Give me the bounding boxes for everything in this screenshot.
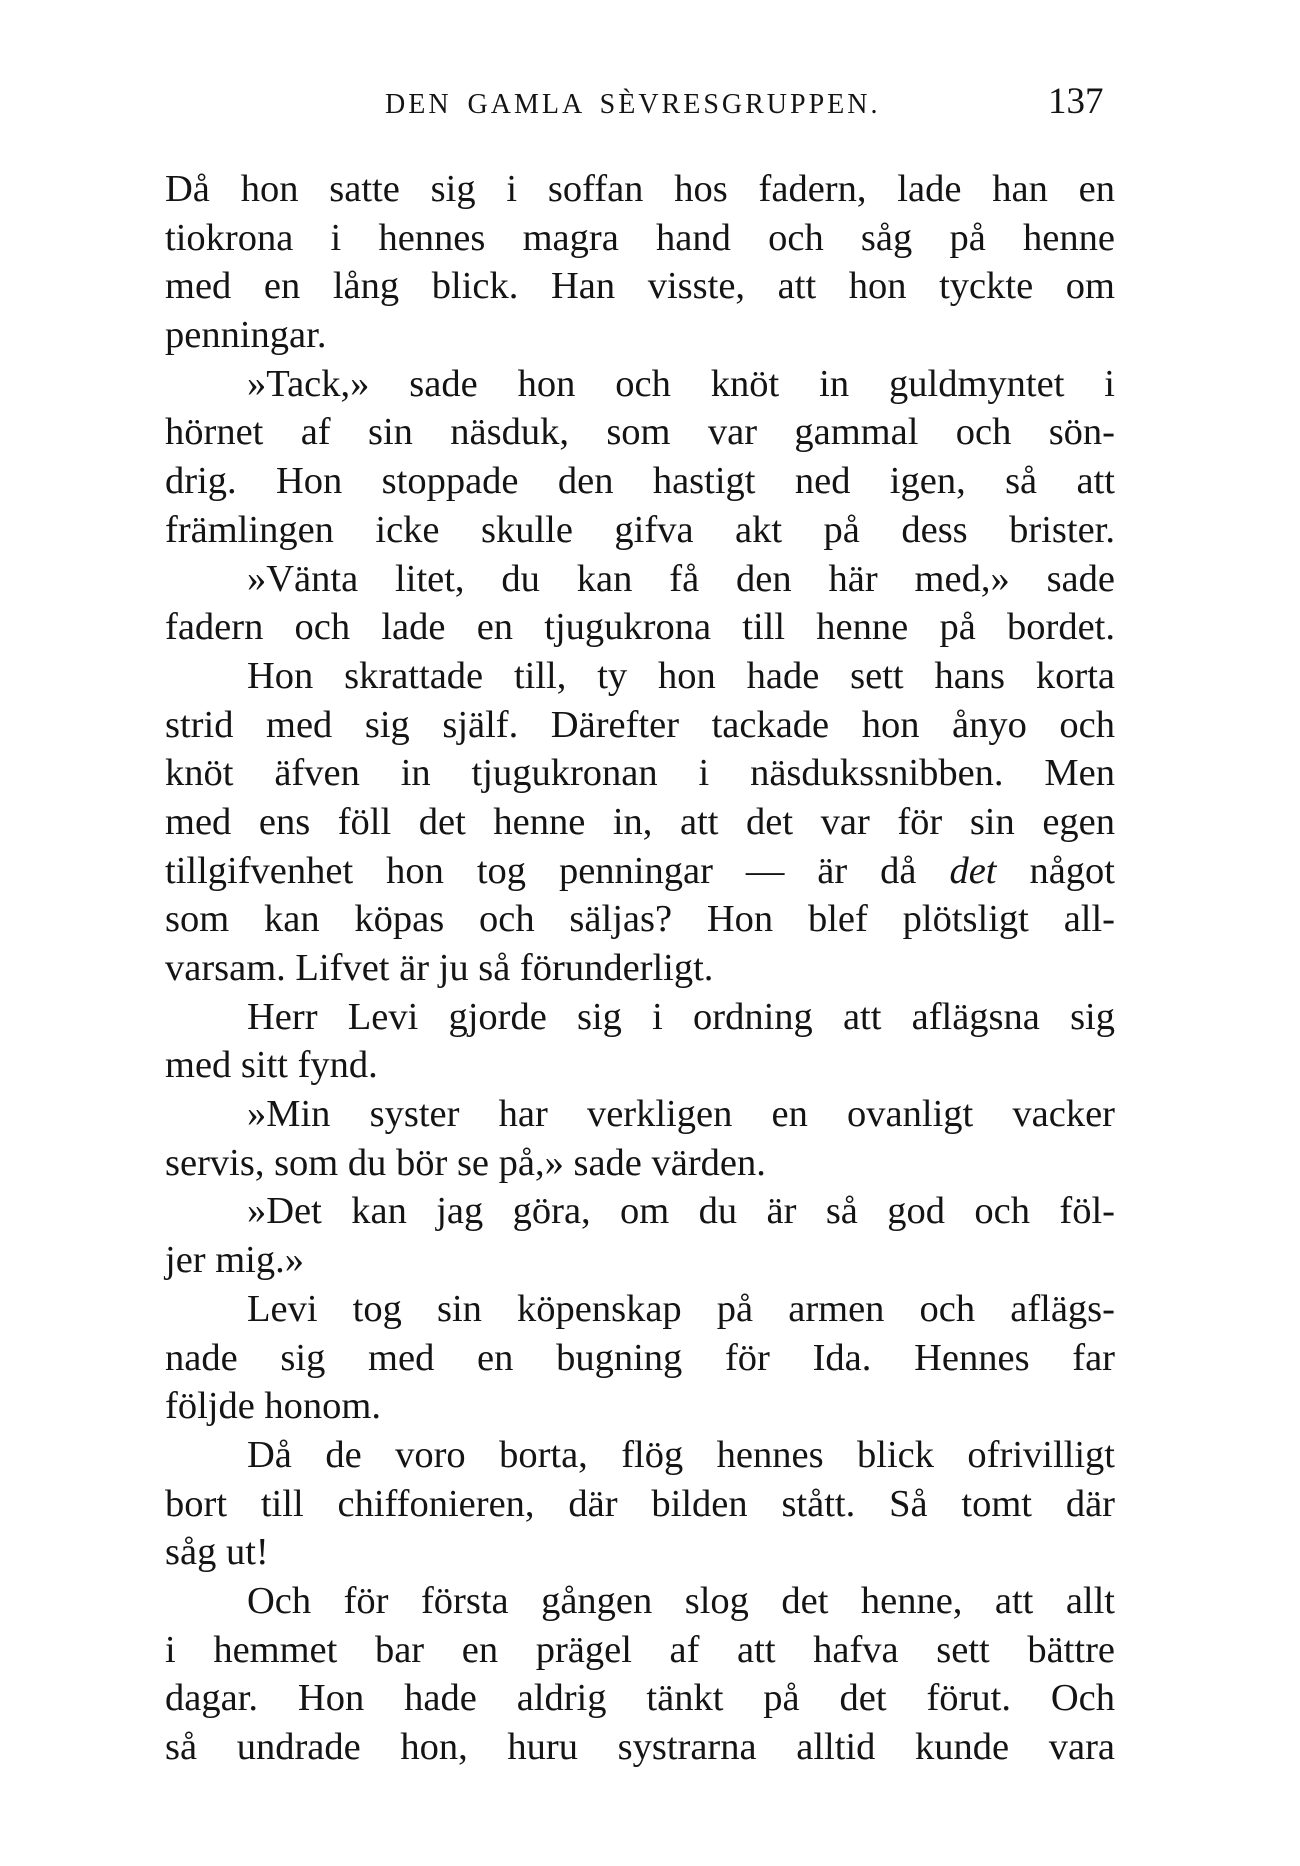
text-line: penningar. [165, 314, 327, 357]
text-line: Då de voro borta, flög hennes blick ofrivilligt [247, 1433, 1115, 1476]
text-line: Levi tog sin köpenskap på armen och aflägs- [247, 1287, 1115, 1330]
text-line: nade sig med en bugning för Ida. Hennes far [165, 1336, 1115, 1379]
italic-word: det [949, 849, 997, 892]
text-line: följde honom. [165, 1385, 381, 1428]
text-line: med ens föll det henne in, att det var för sin egen [165, 800, 1115, 843]
text-line: hörnet af sin näsduk, som var gammal och sön- [165, 411, 1115, 454]
text-line: varsam. Lifvet är ju så förunderligt. [165, 947, 714, 989]
text-line: med en lång blick. Han visste, att hon tyckte om [165, 265, 1115, 308]
text-line: bort till chiffonieren, där bilden stått. Så tomt där [165, 1482, 1115, 1525]
text-line: som kan köpas och säljas? Hon blef plötsligt all- [165, 898, 1115, 941]
text-line: Då hon satte sig i soffan hos fadern, lade han en [165, 168, 1115, 210]
text-line: såg ut! [165, 1531, 269, 1574]
text-line: servis, som du bör se på,» sade värden. [165, 1141, 766, 1184]
text-line: strid med sig själf. Därefter tackade hon ånyo och [165, 703, 1115, 746]
text-line: jer mig.» [165, 1239, 304, 1282]
text-line: »Vänta litet, du kan få den här med,» sade [247, 557, 1115, 600]
text-line: Herr Levi gjorde sig i ordning att aflägsna sig [247, 995, 1115, 1038]
text-line [165, 847, 1115, 896]
text-line: med sitt fynd. [165, 1044, 378, 1087]
text-line: knöt äfven in tjugukronan i näsdukssnibben. Men [165, 752, 1115, 795]
text-line: tiokrona i hennes magra hand och såg på henne [165, 216, 1115, 259]
text-line: så undrade hon, huru systrarna alltid kunde vara [165, 1726, 1115, 1768]
text-line: »Tack,» sade hon och knöt in guldmyntet i [247, 362, 1115, 405]
text-line: Och för första gången slog det henne, att allt [247, 1579, 1115, 1622]
text-line: drig. Hon stoppade den hastigt ned igen, så att [165, 460, 1115, 503]
text-line: dagar. Hon hade aldrig tänkt på det förut. Och [165, 1677, 1115, 1720]
text-line: i hemmet bar en prägel af att hafva sett bättre [165, 1628, 1115, 1671]
text-line: främlingen icke skulle gifva akt på dess brister. [165, 508, 1115, 551]
text-line: Hon skrattade till, ty hon hade sett hans korta [247, 654, 1115, 697]
running-head: DEN GAMLA SÈVRESGRUPPEN. [385, 89, 881, 120]
text-line: »Det kan jag göra, om du är så god och föl- [247, 1190, 1115, 1233]
body-text [165, 165, 1115, 1772]
text-line: »Min syster har verkligen en ovanligt vacker [247, 1093, 1115, 1136]
text-line: fadern och lade en tjugukrona till henne på bordet. [165, 606, 1115, 649]
line-segment: tillgifvenhet hon tog penningar — är då [165, 849, 950, 892]
line-segment: något [996, 849, 1115, 892]
page-number: 137 [1048, 81, 1104, 122]
